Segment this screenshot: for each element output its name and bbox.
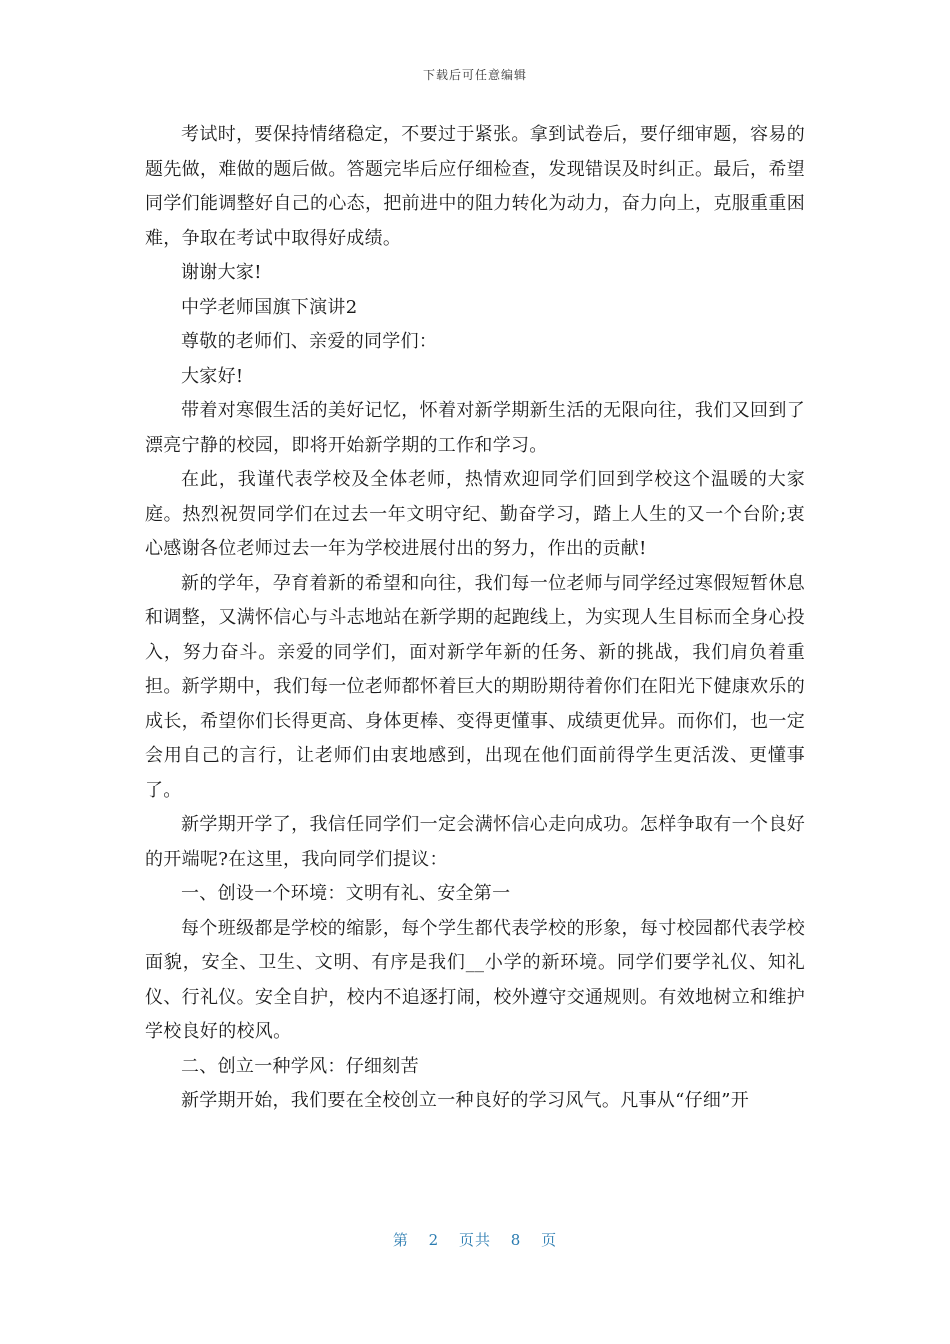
paragraph: 大家好! bbox=[181, 365, 244, 387]
header-note: 下载后可任意编辑 bbox=[422, 68, 527, 82]
paragraph: 二、创立一种学风：仔细刻苦 bbox=[181, 1055, 419, 1077]
paragraph: 考试时，要保持情绪稳定，不要过于紧张。拿到试卷后，要仔细审题，容易的题先做，难做的题后做。答题完毕后应仔细检查，发现错误及时纠正。最后，希望同学们能调整好自己的心态，把前进中的阻力转化为动力，奋力向上，克服重重困难，争取在考试中取得好成绩。 bbox=[145, 124, 805, 249]
paragraph: 中学老师国旗下演讲2 bbox=[181, 296, 358, 318]
document-body bbox=[145, 118, 805, 1119]
paragraph: 谢谢大家! bbox=[181, 262, 262, 283]
paragraph: 尊敬的老师们、亲爱的同学们： bbox=[181, 331, 438, 352]
paragraph: 在此，我谨代表学校及全体老师，热情欢迎同学们回到学校这个温暖的大家庭。热烈祝贺同学们在过去一年文明守纪、勤奋学习，踏上人生的又一个台阶;衷心感谢各位老师过去一年为学校进展付出的努力，作出的贡献! bbox=[145, 469, 805, 559]
paragraph: 一、创设一个环境：文明有礼、安全第一 bbox=[181, 883, 511, 904]
paragraph: 带着对寒假生活的美好记忆，怀着对新学期新生活的无限向往，我们又回到了漂亮宁静的校园，即将开始新学期的工作和学习。 bbox=[145, 400, 805, 456]
paragraph: 新学期开学了，我信任同学们一定会满怀信心走向成功。怎样争取有一个良好的开端呢?在这里，我向同学们提议： bbox=[145, 814, 805, 870]
paragraph: 新学期开始，我们要在全校创立一种良好的学习风气。凡事从“仔细”开 bbox=[181, 1090, 750, 1111]
paragraph: 新的学年，孕育着新的希望和向往，我们每一位老师与同学经过寒假短暂休息和调整，又满怀信心与斗志地站在新学期的起跑线上，为实现人生目标而全身心投入，努力奋斗。亲爱的同学们，面对新学年新的任务、新的挑战，我们肩负着重担。新学期中，我们每一位老师都怀着巨大的期盼期待着你们在阳光下健康欢乐的成长，希望你们长得更高、身体更棒、变得更懂事、成绩更优异。而你们，也一定会用自己的言行，让老师们由衷地感到，出现在他们面前得学生更活泼、更懂事了。 bbox=[145, 572, 805, 801]
paragraph: 每个班级都是学校的缩影，每个学生都代表学校的形象，每寸校园都代表学校面貌，安全、卫生、文明、有序是我们__小学的新环境。同学们要学礼仪、知礼仪、行礼仪。安全自护，校内不追逐打闹，校外遵守交通规则。有效地树立和维护学校良好的校风。 bbox=[145, 917, 805, 1042]
page-number-footer: 第 2 页共 8 页 bbox=[392, 1231, 558, 1249]
